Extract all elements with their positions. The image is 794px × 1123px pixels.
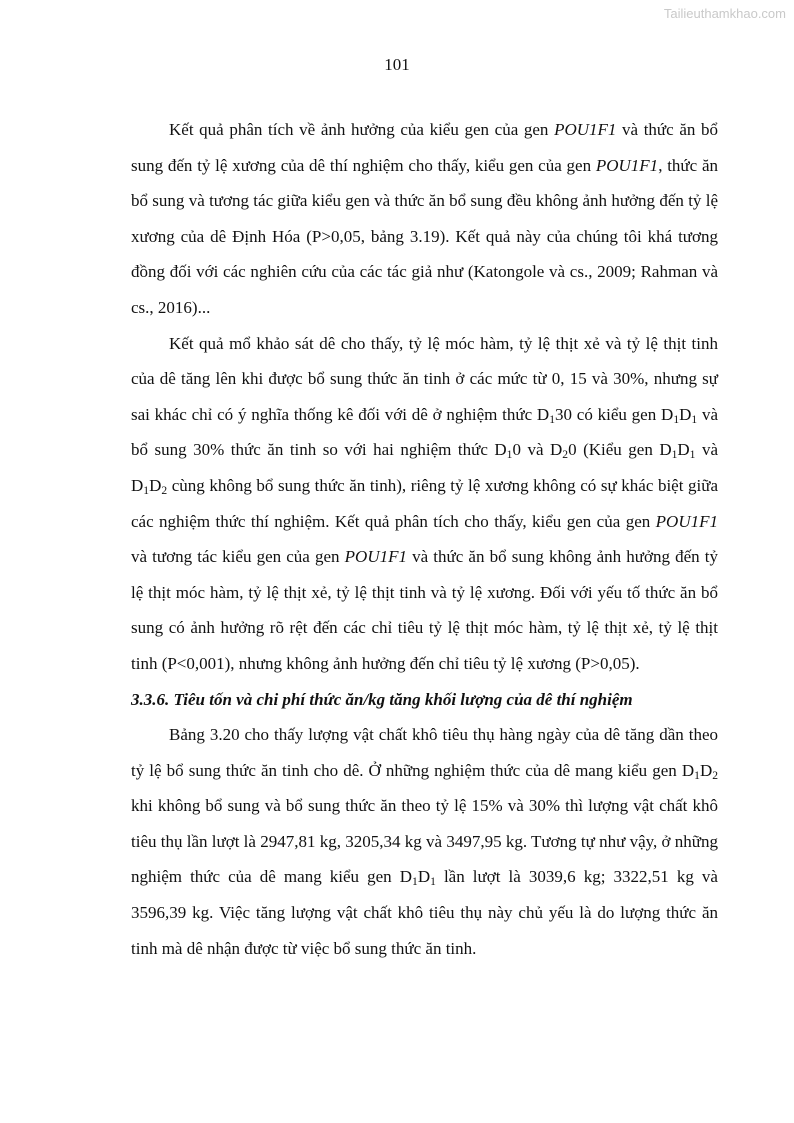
subscript: 1 xyxy=(673,412,680,426)
subscript: 1 xyxy=(412,875,418,889)
text-run: D xyxy=(677,440,690,460)
watermark: Tailieuthamkhao.com xyxy=(663,6,786,21)
text-run: và D xyxy=(131,440,719,495)
subscript: 1 xyxy=(549,412,555,426)
text-run: Bảng 3.20 cho thấy lượng vật chất khô tiêu thụ hàng ngày của dê tăng dần theo tỷ lệ bổ sung thức ăn tinh cho dê. Ở những nghiệm thức của dê mang kiểu gen D xyxy=(131,725,718,780)
text-run: và thức ăn bổ sung không ảnh hưởng đến tỷ lệ thịt móc hàm, tỷ lệ thịt xẻ, tỷ lệ thịt tinh và tỷ lệ xương. Đối với yếu tố thức ăn bổ sung có ảnh hưởng rõ rệt đến các chỉ tiêu tỷ lệ thịt móc hàm, tỷ lệ thịt xẻ, tỷ lệ thịt tinh (P<0,001), nhưng không ảnh hưởng đến chỉ tiêu tỷ lệ xương (P>0,05). xyxy=(131,547,718,673)
gene-name-italic: POU1F1 xyxy=(595,155,659,175)
text-run: D xyxy=(417,867,431,887)
subscript: 1 xyxy=(694,768,700,782)
subscript: 1 xyxy=(691,412,698,426)
text-run: 30 có kiểu gen D xyxy=(554,404,674,424)
text-run: Kết quả phân tích về ảnh hưởng của kiểu gen của gen xyxy=(169,120,555,139)
text-run: và thức ăn bổ sung đến tỷ lệ xương của dê thí nghiệm cho thấy, kiểu gen của gen xyxy=(131,120,718,175)
paragraph-2 xyxy=(131,326,718,682)
text-run: 0 và D xyxy=(512,440,563,460)
subscript: 2 xyxy=(161,483,168,497)
text-run: lần lượt là 3039,6 kg; 3322,51 kg và 3596,39 kg. Việc tăng lượng vật chất khô tiêu thụ này chủ yếu là do lượng thức ăn tinh mà dê nhận được từ việc bổ sung thức ăn tinh. xyxy=(131,867,718,958)
paragraph-1 xyxy=(131,112,718,326)
text-run: cùng không bổ sung thức ăn tinh), riêng tỷ lệ xương không có sự khác biệt giữa các nghiệm thức thí nghiệm. Kết quả phân tích cho thấy, kiểu gen của gen xyxy=(131,475,718,531)
subscript: 1 xyxy=(143,483,150,497)
subscript: 1 xyxy=(671,448,678,462)
paragraph-3 xyxy=(131,717,718,966)
text-run: D xyxy=(679,404,692,424)
gene-name-italic: POU1F1 xyxy=(344,547,407,567)
gene-name-italic: POU1F1 xyxy=(655,511,718,531)
subscript: 1 xyxy=(689,448,696,462)
text-run: và bổ sung 30% thức ăn tinh so với hai nghiệm thức D xyxy=(131,404,718,460)
page-number: 101 xyxy=(384,55,410,74)
text-run: Kết quả mổ khảo sát dê cho thấy, tỷ lệ móc hàm, tỷ lệ thịt xẻ và tỷ lệ thịt tinh của dê tăng lên khi được bổ sung thức ăn tinh ở các mức từ 0, 15 và 30%, nhưng sự sai khác chỉ có ý nghĩa thống kê đối với dê ở nghiệm thức D xyxy=(131,333,718,424)
text-run: D xyxy=(699,760,713,780)
text-run: 0 (Kiểu gen D xyxy=(568,440,672,460)
subscript: 2 xyxy=(712,768,718,782)
subscript: 1 xyxy=(430,875,436,889)
section-heading: 3.3.6. Tiêu tốn và chi phí thức ăn/kg tăng khối lượng của dê thí nghiệm xyxy=(131,689,633,709)
text-run: , thức ăn bổ sung và tương tác giữa kiểu gen và thức ăn bổ sung đều không ảnh hưởng đến tỷ lệ xương của dê Định Hóa (P>0,05, bảng 3.19). Kết quả này của chúng tôi khá tương đồng đối với các nghiên cứu của các tác giả như (Katongole và cs., 2009; Rahman và cs., 2016)... xyxy=(131,155,719,317)
gene-name-italic: POU1F1 xyxy=(554,120,617,139)
text-run: và tương tác kiểu gen của gen xyxy=(131,547,345,567)
subscript: 1 xyxy=(506,448,513,462)
text-run: D xyxy=(149,475,162,495)
document-body xyxy=(131,112,718,966)
subscript: 2 xyxy=(562,448,569,462)
text-run: khi không bổ sung và bổ sung thức ăn theo tỷ lệ 15% và 30% thì lượng vật chất khô tiêu thụ lần lượt là 2947,81 kg, 3205,34 kg và 3497,95 kg. Tương tự như vậy, ở những nghiệm thức của dê mang kiểu gen D xyxy=(131,796,718,887)
